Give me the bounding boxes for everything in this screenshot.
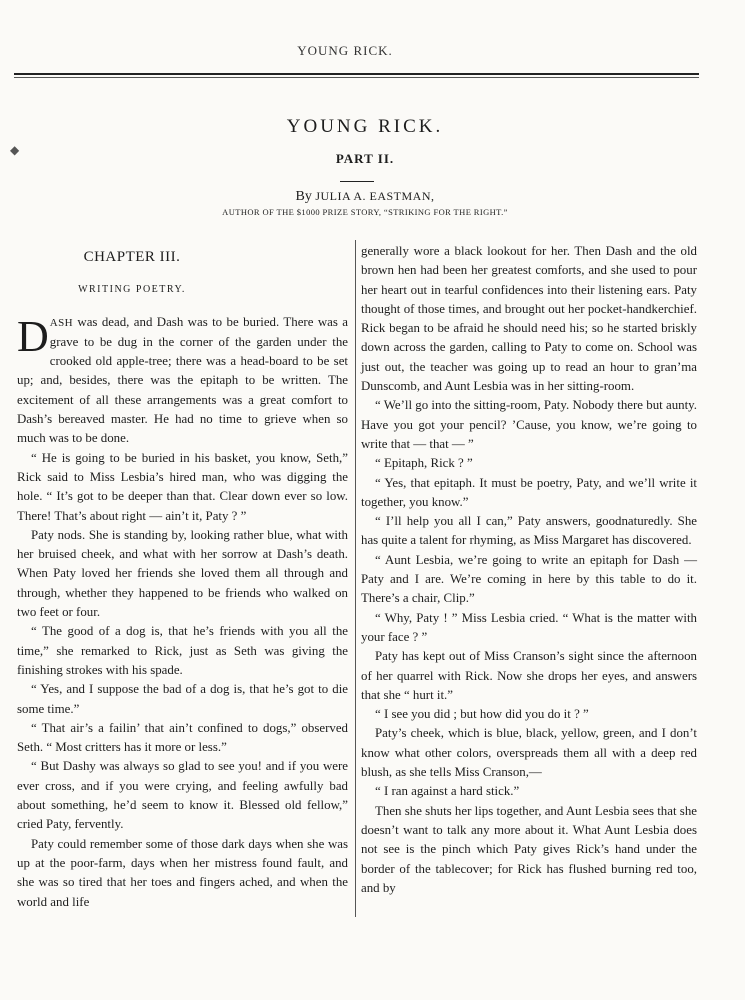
left-column: [17, 242, 348, 912]
byline: [0, 189, 730, 205]
first-word: ASH: [49, 316, 73, 329]
paragraph: “ The good of a dog is, that he’s friends with you all the time,” she remarked to Rick, just as Seth was giving the finishing strokes with his spade.: [17, 624, 348, 677]
header-rule-thin: [14, 77, 699, 78]
byline-prefix: By: [295, 189, 316, 204]
running-head: YOUNG RICK.: [297, 43, 393, 58]
paragraph: Paty nods. She is standing by, looking rather blue, what with her bruised cheek, and what with her sorrow at Dash’s death. When Paty loved her friends she loved them all through and through, whether they happened to be friends who walked on two feet or four.: [17, 527, 348, 620]
paragraph: “ We’ll go into the sitting-room, Paty. Nobody there but aunty. Have you got your pencil? ’Cause, you know, we’re going to write that — that — ”: [361, 398, 697, 451]
margin-mark: ◆: [10, 143, 20, 157]
paragraph: “ He is going to be buried in his basket, you know, Seth,” Rick said to Miss Lesbia’s hired man, who was digging the hole. “ It’s got to be deeper than that. Clear down ever so low. There! That’s about right — ain’t it, Paty ? ”: [17, 450, 348, 523]
title-divider: [340, 181, 374, 182]
paragraph: “ I’ll help you all I can,” Paty answers, goodnaturedly. She has quite a talent for rhyming, as Miss Margaret has discovered.: [361, 514, 697, 548]
paragraph: “ But Dashy was always so glad to see you! and if you were ever cross, and if you were crying, and feeling awfully bad about something, he’d seem to know it. Blessed old fellow,” cried Paty, fervently.: [17, 759, 348, 832]
paragraph: [17, 313, 348, 449]
chapter-heading: CHAPTER III.: [83, 249, 181, 265]
paragraph: generally wore a black lookout for her. Then Dash and the old brown hen had been her greatest comforts, and she used to pour her heart out in tearful confidences into their listening ears. Paty thought of those times, and brought out her pocket-handkerchief. Rick began to be afraid he should need his; so he started briskly down across the garden, calling to Paty to come on. School was just out, the teacher was going up to read an hour to gran’ma Dunscomb, and Aunt Lesbia was in her sitting-room.: [361, 244, 697, 394]
header-rule-thick: [14, 73, 699, 75]
paragraph: “ Why, Paty ! ” Miss Lesbia cried. “ What is the matter with your face ? ”: [361, 610, 697, 644]
paragraph: Paty has kept out of Miss Cranson’s sight since the afternoon of her quarrel with Rick. Now she drops her eyes, and answers that she “ hurt it.”: [361, 649, 697, 702]
part-heading: PART II.: [335, 151, 395, 166]
paragraph: “ I see you did ; but how did you do it ? ”: [375, 707, 589, 722]
column-divider: [355, 240, 356, 917]
story-title: YOUNG RICK.: [286, 116, 444, 137]
paragraph: “ Yes, and I suppose the bad of a dog is, that he’s got to die some time.”: [17, 682, 348, 716]
paragraph: “ I ran against a hard stick.”: [375, 784, 520, 799]
paragraph: “ Yes, that epitaph. It must be poetry, Paty, and we’ll write it together, you know.”: [361, 475, 697, 509]
paragraph: Then she shuts her lips together, and Aunt Lesbia sees that she doesn’t want to talk any more about it. What Aunt Lesbia does not see is the pinch which Paty gives Rick’s hand under the border of the tablecover; for Rick has flushed burning red too, and by: [361, 803, 697, 895]
paragraph: Paty’s cheek, which is blue, black, yellow, green, and I don’t know what other colors, overspreads them all with a deep red blush, as she tells Miss Cranson,—: [361, 726, 697, 780]
drop-cap: D: [17, 311, 49, 361]
paragraph: “ That air’s a failin’ that ain’t confined to dogs,” observed Seth. “ Most critters has it more or less.”: [17, 720, 348, 755]
right-column: [361, 242, 697, 898]
paragraph: Paty could remember some of those dark days when she was up at the poor-farm, days when her mistress found fault, and she was so tired that her toes and fingers ached, and when the world and life: [17, 836, 348, 909]
chapter-subtitle: WRITING POETRY.: [78, 284, 186, 296]
author-name: JULIA A. EASTMAN,: [315, 189, 435, 203]
paragraph: “ Epitaph, Rick ? ”: [375, 456, 473, 471]
paragraph-text: was dead, and Dash was to be buried. There was a grave to be dug in the corner of the garden under the crooked old apple-tree; there was a head-board to be set up; and, besides, there was the epitaph to be written. The excitement of all these arrangements was a great comfort to Dash’s bereaved master. He had no time to grieve when so much was to be done.: [17, 314, 348, 446]
author-note: AUTHOR OF THE $1000 PRIZE STORY, “STRIKING FOR THE RIGHT.”: [222, 207, 508, 217]
paragraph: “ Aunt Lesbia, we’re going to write an epitaph for Dash — Paty and I are. We’re coming in here by this table to do it. There’s a chair, Clip.”: [361, 552, 697, 606]
